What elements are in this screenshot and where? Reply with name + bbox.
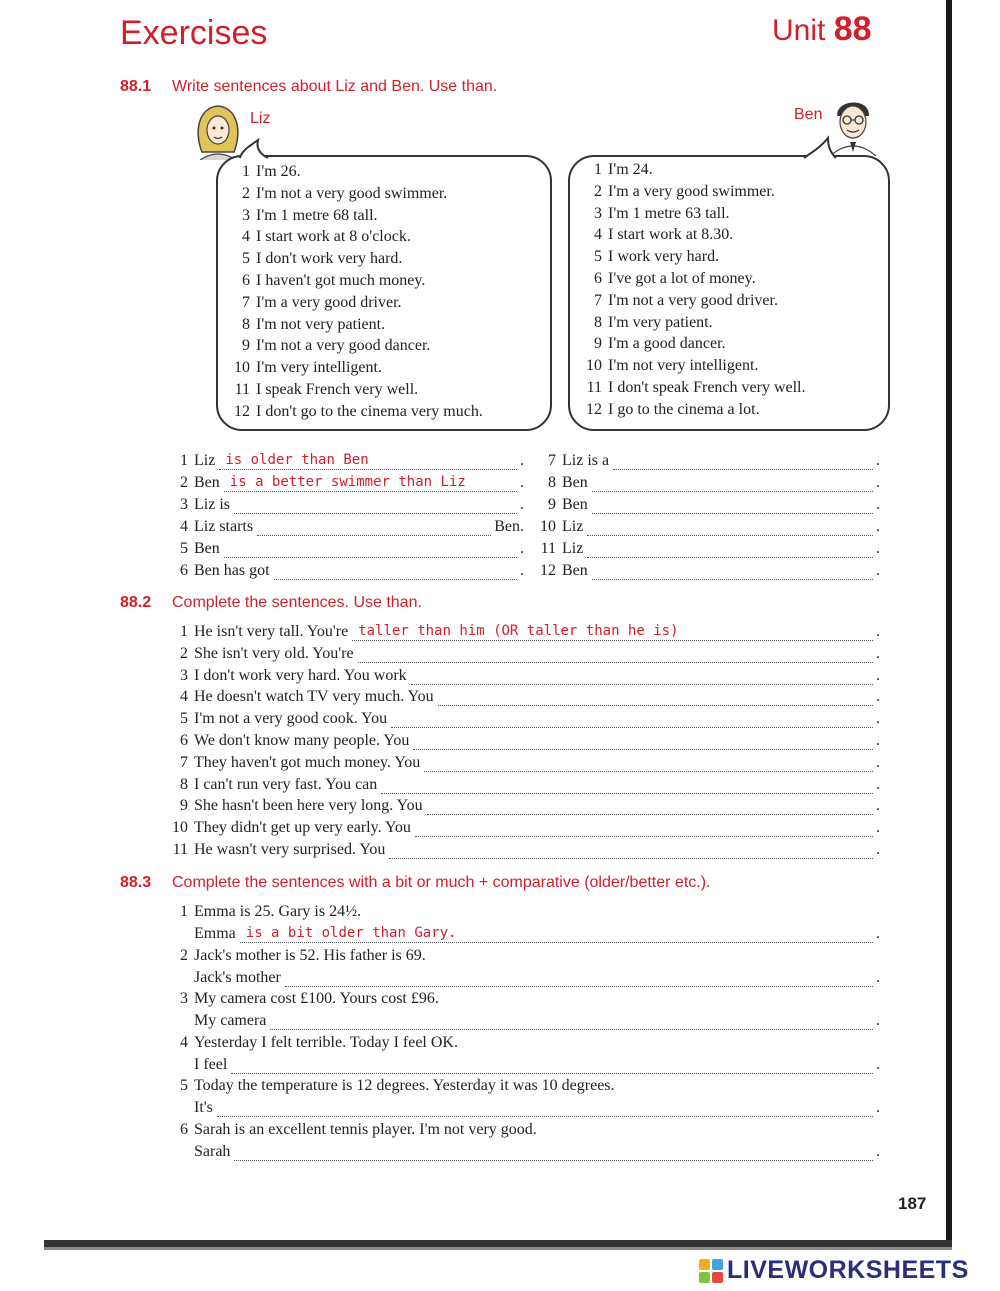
statement-text: I'm very patient. — [608, 313, 713, 331]
prompt-text: She hasn't been here very long. You — [194, 797, 423, 815]
ben-bubble-tail — [800, 134, 840, 160]
item-number: 5 — [180, 540, 188, 557]
item-number: 3 — [180, 990, 188, 1007]
prompt-text: He isn't very tall. You're — [194, 623, 349, 640]
prompt-text: Ben — [562, 474, 588, 491]
item-number: 1 — [180, 452, 188, 469]
prompt-text: Ben — [194, 474, 220, 491]
liz-bubble-tail — [236, 138, 272, 160]
statement-number: 1 — [594, 161, 602, 178]
statement-text: I don't work very hard. — [256, 250, 403, 268]
prompt-text: I don't work very hard. You work — [194, 666, 407, 684]
line-ending: . — [520, 474, 524, 491]
item-number: 11 — [172, 841, 188, 858]
statement-number: 9 — [242, 337, 250, 355]
answer-line — [194, 1143, 880, 1161]
answer-line — [534, 474, 880, 492]
liz-statement — [228, 337, 430, 355]
statement-text: I don't go to the cinema very much. — [256, 402, 483, 420]
answer-blank[interactable] — [240, 925, 873, 943]
page-edge-bottom — [44, 1240, 952, 1247]
answer-blank[interactable] — [424, 758, 873, 772]
line-ending: . — [520, 452, 524, 469]
item-number: 8 — [180, 775, 188, 793]
answer-blank[interactable] — [411, 671, 873, 685]
item-number: 2 — [180, 644, 188, 662]
question-text: Today the temperature is 12 degrees. Yesterday it was 10 degrees. — [194, 1077, 615, 1094]
answer-blank[interactable] — [219, 452, 517, 470]
statement-number: 11 — [586, 379, 602, 396]
ben-statement — [580, 183, 775, 201]
liz-statement — [228, 228, 411, 246]
answer-line — [194, 1012, 880, 1030]
ben-name-label: Ben — [794, 106, 823, 123]
answer-blank[interactable] — [592, 566, 873, 580]
question-text: Emma is 25. Gary is 24½. — [194, 903, 362, 920]
item-number: 8 — [548, 474, 556, 491]
answer-line — [534, 540, 880, 558]
statement-text: I'm a very good swimmer. — [608, 182, 775, 200]
line-ending: . — [876, 1012, 880, 1029]
liveworksheets-watermark — [699, 1256, 969, 1285]
statement-text: I've got a lot of money. — [608, 270, 756, 287]
statement-number: 5 — [242, 250, 250, 268]
ben-statement — [580, 379, 806, 397]
prompt-text: Ben — [194, 540, 220, 557]
ben-statement — [580, 314, 713, 332]
answer-line — [166, 474, 524, 492]
prompt-text: My camera — [194, 1012, 267, 1029]
answer-blank[interactable] — [274, 566, 517, 580]
unit-word: Unit — [772, 14, 826, 47]
answer-text: is a bit older than Gary. — [245, 925, 457, 941]
prompt-text: Liz starts — [194, 518, 254, 535]
answer-blank[interactable] — [587, 522, 873, 536]
answer-line — [534, 496, 880, 514]
answer-blank[interactable] — [285, 973, 873, 987]
line-ending: . — [520, 562, 524, 579]
statement-number: 3 — [242, 206, 250, 224]
statement-text: I'm not a very good driver. — [608, 291, 778, 309]
answer-line — [534, 562, 880, 580]
line-ending: . — [876, 968, 880, 986]
answer-blank[interactable] — [234, 1147, 873, 1161]
answer-text: is older than Ben — [225, 452, 369, 468]
answer-line — [534, 518, 880, 536]
item-number: 3 — [180, 496, 188, 513]
prompt-text: Ben — [562, 562, 588, 579]
prompt-text: Liz — [194, 452, 216, 469]
answer-line — [166, 776, 880, 794]
answer-blank[interactable] — [592, 478, 873, 492]
statement-text: I'm not very intelligent. — [608, 357, 759, 375]
liz-statement — [228, 272, 425, 290]
answer-blank[interactable] — [270, 1016, 873, 1030]
prompt-text: I'm not a very good cook. You — [194, 710, 388, 728]
prompt-text: We don't know many people. You — [194, 732, 410, 749]
ben-statement — [580, 161, 653, 179]
exercise-instruction: Write sentences about Liz and Ben. Use than. — [172, 78, 498, 95]
line-ending: . — [876, 474, 880, 491]
answer-blank[interactable] — [224, 474, 517, 492]
exercise-88-2-heading — [120, 594, 422, 612]
page-edge-shadow — [44, 1247, 952, 1250]
answer-line — [166, 496, 524, 514]
line-ending: . — [876, 496, 880, 513]
item-number: 2 — [180, 946, 188, 964]
answer-line — [166, 754, 880, 772]
liz-statement — [228, 250, 402, 268]
line-ending: . — [520, 540, 524, 557]
ben-statement — [580, 248, 719, 266]
prompt-text: Liz — [562, 540, 584, 557]
exercise-88-3-heading — [120, 874, 710, 892]
item-number: 7 — [548, 452, 556, 469]
statement-text: I'm 1 metre 68 tall. — [256, 206, 378, 224]
item-number: 9 — [180, 797, 188, 815]
statement-number: 8 — [242, 315, 250, 333]
answer-blank[interactable] — [415, 823, 873, 837]
unit-label — [772, 10, 872, 49]
exercise-number: 88.3 — [120, 874, 152, 891]
statement-text: I don't speak French very well. — [608, 379, 806, 396]
statement-text: I'm very intelligent. — [256, 359, 382, 377]
question-text: Sarah is an excellent tennis player. I'm not very good. — [194, 1120, 537, 1138]
answer-blank[interactable] — [231, 1060, 873, 1074]
liz-statement — [228, 294, 402, 312]
ben-statement — [580, 292, 778, 310]
ben-statement — [580, 401, 760, 419]
exercise-number: 88.1 — [120, 78, 152, 95]
watermark-text: LIVEWORKSHEETS — [727, 1256, 969, 1284]
question-text: Jack's mother is 52. His father is 69. — [194, 946, 426, 964]
answer-line — [194, 925, 880, 943]
prompt-text: He wasn't very surprised. You — [194, 841, 386, 858]
exercise-instruction: Complete the sentences with a bit or much + comparative (older/better etc.). — [172, 874, 711, 891]
page-number: 187 — [898, 1194, 927, 1213]
line-ending: . — [876, 710, 880, 728]
answer-blank[interactable] — [389, 845, 873, 859]
prompt-text: Liz is a — [562, 452, 610, 469]
statement-text: I haven't got much money. — [256, 272, 426, 289]
answer-blank[interactable] — [413, 736, 873, 750]
question-text: My camera cost £100. Yours cost £96. — [194, 990, 439, 1007]
exercise-88-1-heading — [120, 78, 497, 96]
statement-number: 6 — [242, 272, 250, 289]
question-line — [166, 1121, 537, 1139]
line-ending: . — [876, 623, 880, 640]
statement-text: I'm a good dancer. — [608, 335, 726, 353]
answer-line — [166, 645, 880, 663]
line-ending: . — [520, 496, 524, 513]
line-ending: . — [876, 732, 880, 749]
prompt-text: Liz — [562, 518, 584, 535]
statement-number: 10 — [586, 357, 602, 375]
line-ending: . — [876, 753, 880, 771]
answer-blank[interactable] — [224, 544, 517, 558]
statement-number: 12 — [586, 400, 602, 418]
item-number: 10 — [540, 518, 556, 535]
item-number: 4 — [180, 518, 188, 535]
answer-line — [194, 1056, 880, 1074]
ben-statement — [580, 270, 756, 288]
statement-number: 12 — [234, 402, 250, 420]
line-ending: . — [876, 775, 880, 793]
prompt-text: He doesn't watch TV very much. You — [194, 688, 434, 706]
statement-text: I go to the cinema a lot. — [608, 400, 760, 418]
statement-number: 2 — [594, 182, 602, 200]
answer-line — [166, 797, 880, 815]
statement-number: 9 — [594, 335, 602, 353]
statement-text: I start work at 8 o'clock. — [256, 228, 411, 246]
answer-line — [166, 819, 880, 837]
line-ending: . — [876, 797, 880, 815]
exercise-instruction: Complete the sentences. Use than. — [172, 594, 422, 611]
prompt-text: Ben has got — [194, 562, 270, 579]
answer-line — [534, 452, 880, 470]
item-number: 4 — [180, 1033, 188, 1051]
line-ending: . — [876, 1099, 880, 1116]
answer-line — [194, 969, 880, 987]
liz-statement — [228, 163, 301, 181]
item-number: 12 — [540, 562, 556, 579]
ben-statement — [580, 335, 726, 353]
prompt-text: Jack's mother — [194, 968, 281, 986]
answer-line — [166, 688, 880, 706]
answer-blank[interactable] — [587, 544, 873, 558]
answer-line — [166, 841, 880, 859]
answer-blank[interactable] — [358, 649, 873, 663]
statement-number: 1 — [242, 163, 250, 180]
item-number: 9 — [548, 496, 556, 513]
answer-line — [166, 667, 880, 685]
item-number: 11 — [540, 540, 556, 557]
line-ending: . — [876, 452, 880, 469]
item-number: 10 — [172, 819, 188, 837]
item-number: 6 — [180, 1120, 188, 1138]
item-number: 5 — [180, 710, 188, 728]
answer-text: taller than him (OR taller than he is) — [358, 623, 679, 639]
line-ending: . — [876, 925, 880, 942]
item-number: 1 — [180, 903, 188, 920]
answer-line — [166, 518, 524, 536]
line-ending: . — [876, 644, 880, 662]
answer-line — [166, 732, 880, 750]
liz-statement — [228, 185, 447, 203]
statement-text: I speak French very well. — [256, 381, 419, 398]
liz-statement — [228, 207, 378, 225]
item-number: 6 — [180, 732, 188, 749]
item-number: 1 — [180, 623, 188, 640]
statement-number: 6 — [594, 270, 602, 287]
line-ending: . — [876, 819, 880, 837]
statement-number: 11 — [234, 381, 250, 398]
statement-number: 7 — [242, 293, 250, 311]
statement-text: I'm 1 metre 63 tall. — [608, 204, 730, 222]
answer-blank[interactable] — [391, 714, 873, 728]
prompt-text: Emma — [194, 925, 236, 942]
line-ending: . — [876, 540, 880, 557]
prompt-text: She isn't very old. You're — [194, 644, 354, 662]
item-number: 2 — [180, 474, 188, 491]
question-line — [166, 1034, 458, 1052]
statement-number: 5 — [594, 248, 602, 266]
line-ending: . — [876, 562, 880, 579]
question-text: Yesterday I felt terrible. Today I feel OK. — [194, 1033, 458, 1051]
item-number: 6 — [180, 562, 188, 579]
statement-text: I'm 26. — [256, 163, 301, 180]
question-line — [166, 990, 439, 1008]
answer-line — [166, 623, 880, 641]
page-edge-right — [946, 0, 952, 1248]
question-line — [166, 947, 426, 965]
liveworksheets-logo-icon — [699, 1259, 723, 1283]
question-line — [166, 1077, 615, 1095]
answer-blank[interactable] — [381, 780, 873, 794]
prompt-text: Ben — [562, 496, 588, 513]
prompt-text: I feel — [194, 1055, 228, 1073]
line-ending: . — [876, 666, 880, 684]
prompt-text: They didn't get up very early. You — [194, 819, 411, 837]
ben-statement — [580, 357, 758, 375]
statement-number: 4 — [242, 228, 250, 246]
item-number: 4 — [180, 688, 188, 706]
item-number: 7 — [180, 753, 188, 771]
answer-blank[interactable] — [217, 1103, 873, 1117]
exercise-number: 88.2 — [120, 594, 152, 611]
answer-blank[interactable] — [438, 692, 873, 706]
statement-number: 4 — [594, 226, 602, 244]
answer-blank[interactable] — [592, 500, 873, 514]
line-ending: . — [876, 688, 880, 706]
answer-blank[interactable] — [613, 456, 873, 470]
statement-text: I start work at 8.30. — [608, 226, 734, 244]
question-line — [166, 903, 361, 921]
statement-text: I'm not a very good swimmer. — [256, 184, 448, 202]
statement-number: 2 — [242, 184, 250, 202]
line-ending: . — [876, 841, 880, 858]
liz-statement — [228, 403, 483, 421]
line-ending: . — [876, 518, 880, 535]
liz-statement — [228, 381, 418, 399]
statement-text: I'm not a very good dancer. — [256, 337, 431, 355]
line-ending: Ben. — [494, 518, 524, 535]
item-number: 3 — [180, 666, 188, 684]
answer-blank[interactable] — [427, 801, 873, 815]
prompt-text: They haven't got much money. You — [194, 753, 421, 771]
answer-blank[interactable] — [257, 522, 491, 536]
line-ending: . — [876, 1055, 880, 1073]
answer-line — [166, 562, 524, 580]
prompt-text: Liz is — [194, 496, 230, 513]
statement-text: I work very hard. — [608, 248, 720, 266]
liz-statement — [228, 316, 385, 334]
statement-number: 8 — [594, 313, 602, 331]
ben-statement — [580, 226, 733, 244]
prompt-text: Sarah — [194, 1142, 231, 1160]
statement-number: 3 — [594, 204, 602, 222]
answer-text: is a better swimmer than Liz — [229, 474, 466, 490]
statement-text: I'm not very patient. — [256, 315, 386, 333]
line-ending: . — [876, 1142, 880, 1160]
liz-name-label: Liz — [250, 110, 271, 127]
prompt-text: I can't run very fast. You can — [194, 775, 378, 793]
statement-text: I'm 24. — [608, 161, 653, 178]
answer-line — [166, 710, 880, 728]
liz-statement — [228, 359, 382, 377]
ben-statement — [580, 205, 730, 223]
statement-number: 10 — [234, 359, 250, 377]
answer-blank[interactable] — [352, 623, 873, 641]
unit-number: 88 — [833, 10, 872, 48]
item-number: 5 — [180, 1077, 188, 1094]
answer-line — [166, 452, 524, 470]
answer-blank[interactable] — [234, 500, 517, 514]
statement-number: 7 — [594, 291, 602, 309]
statement-text: I'm a very good driver. — [256, 293, 402, 311]
prompt-text: It's — [194, 1099, 213, 1116]
answer-line — [166, 540, 524, 558]
page-title: Exercises — [120, 14, 268, 52]
answer-line — [194, 1099, 880, 1117]
